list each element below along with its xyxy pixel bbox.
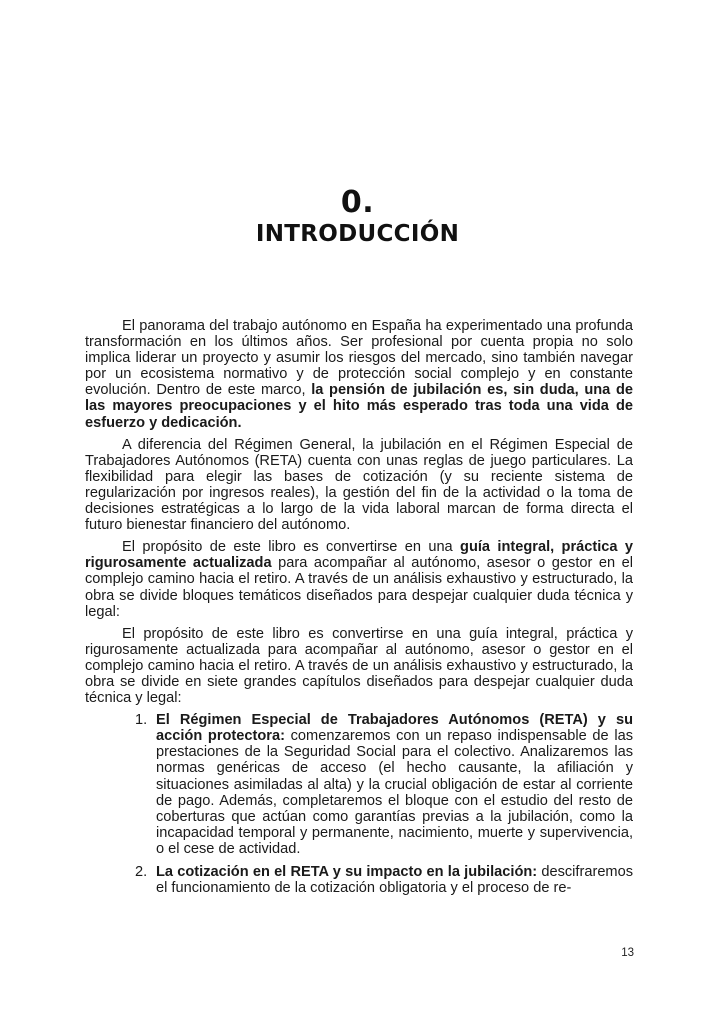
paragraph-text: El panorama del trabajo autónomo en España ha experimentado una profunda transformación en los últimos años. Ser profesional por cuenta propia no solo implica liderar un proyecto y asumir los riesgos del mercado, sino también navegar por un ecosistema normativo y de protección social complejo y en constante evolución. Dentro de este marco, <box>85 318 633 399</box>
paragraph-text: El propósito de este libro es convertirse en una guía integral, práctica y rigurosamente actualizada para acompañar al autónomo, asesor o gestor en el complejo camino hacia el retiro. A través de un análisis exhaustivo y estructurado, la obra se divide en siete grandes capítulos diseñados para despejar cualquier duda técnica y legal: <box>85 625 633 707</box>
list-item <box>85 864 633 896</box>
paragraph <box>85 539 633 619</box>
paragraph-tail-text: para acompañar al autónomo, asesor o gestor en el complejo camino hacia el retiro. A través de un análisis exhaustivo y estructurado, la obra se divide bloques temáticos diseñados para despejar cualquier duda técnica y legal: <box>85 555 634 620</box>
list-item-number: 2. <box>135 864 148 880</box>
list-item-text: comenzaremos con un repaso indispensable de las prestaciones de la Seguridad Social para el colectivo. Analizaremos las normas genéricas de acceso (el hecho causante, la afiliación y situaciones asimiladas al alta) y la crucial obligación de estar al corriente de pago. Además, completaremos el bloque con el estudio del resto de coberturas que actúan como garantías previas a la jubilación, como la incapacidad temporal y permanente, nacimiento, muerte y supervivencia, o el cese de actividad. <box>156 728 633 857</box>
chapter-number: 0. <box>340 185 375 220</box>
paragraph <box>85 437 633 534</box>
body-text <box>85 318 633 903</box>
paragraph-text: A diferencia del Régimen General, la jubilación en el Régimen Especial de Trabajadores Autónomos (RETA) cuenta con unas reglas de juego particulares. La flexibilidad para elegir las bases de cotización (y su reciente sistema de regularización por ingresos reales), la gestión del fin de la actividad o la toma de decisiones estratégicas a lo largo de la vida laboral marcan de forma directa el futuro bienestar financiero del autónomo. <box>85 436 633 534</box>
paragraph-bold-text: guía integral, práctica y rigurosamente actualizada <box>85 539 633 572</box>
paragraph <box>85 626 633 706</box>
chapter-title: INTRODUCCIÓN <box>255 221 460 247</box>
list-item-heading: El Régimen Especial de Trabajadores Autónomos (RETA) y su acción protectora: <box>156 712 633 745</box>
chapter-list <box>85 712 633 896</box>
list-item-number: 1. <box>135 712 148 729</box>
paragraph-text: El propósito de este libro es convertirse en una <box>122 539 461 556</box>
list-item <box>85 712 633 857</box>
list-item-text: descifraremos el funcionamiento de la cotización obligatoria y el proceso de re- <box>156 864 634 897</box>
paragraph-bold-text: la pensión de jubilación es, sin duda, una de las mayores preocupaciones y el hito más esperado tras toda una vida de esfuerzo y dedicación. <box>85 382 633 431</box>
page-number: 13 <box>621 947 634 959</box>
paragraph <box>85 318 633 431</box>
list-item-heading: La cotización en el RETA y su impacto en la jubilación: <box>156 864 538 880</box>
